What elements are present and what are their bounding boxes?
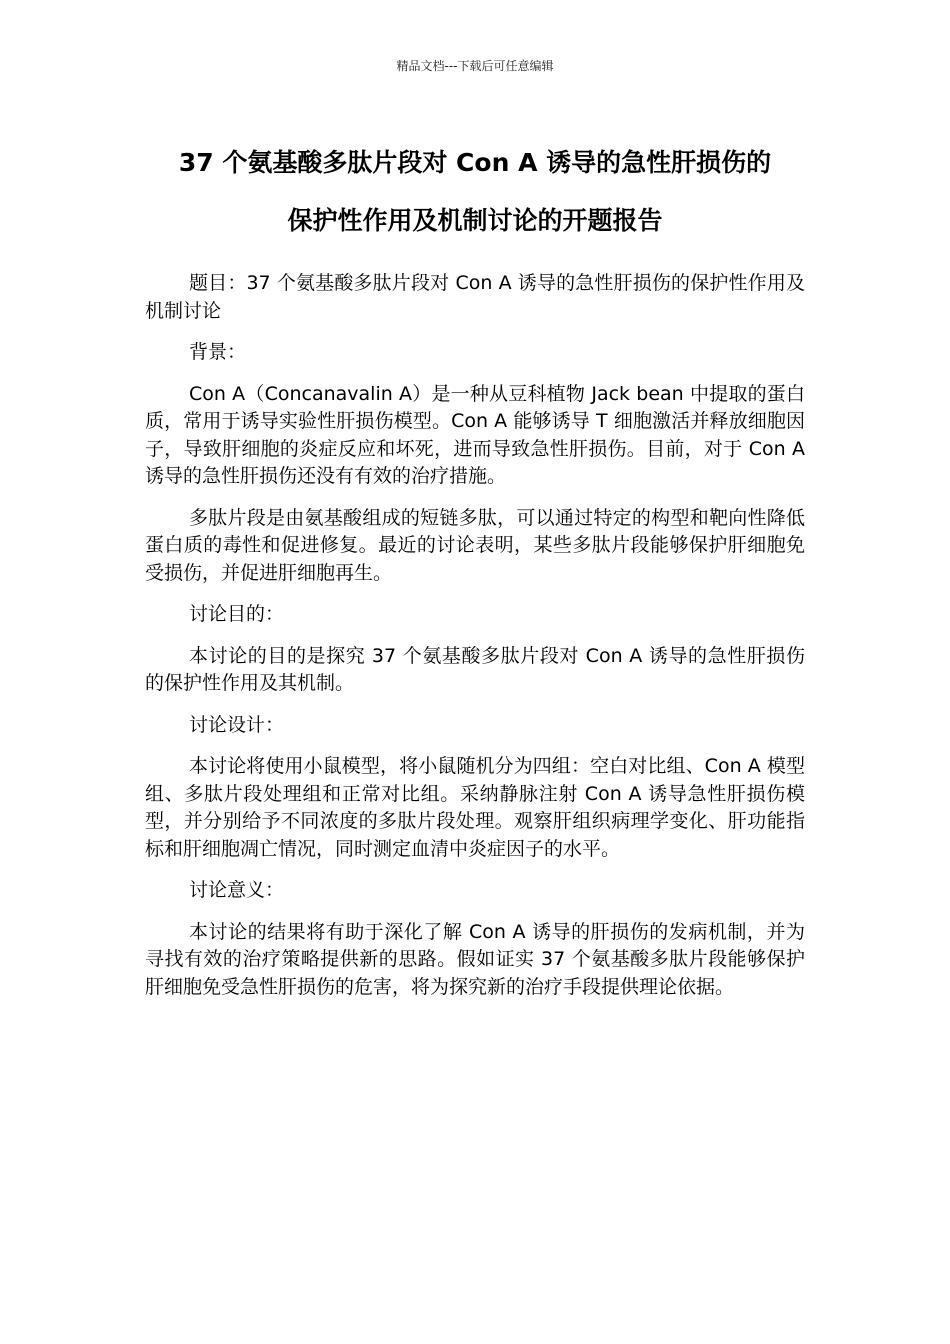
paragraph-topic: 题目：37 个氨基酸多肽片段对 Con A 诱导的急性肝损伤的保护性作用及机制讨论 (145, 272, 805, 322)
document-body (145, 270, 805, 1015)
title-line-2: 保护性作用及机制讨论的开题报告 (287, 206, 663, 235)
paragraph-objective: 本讨论的目的是探究 37 个氨基酸多肽片段对 Con A 诱导的急性肝损伤的保护性作用及其机制。 (145, 644, 805, 694)
page-header: 精品文档---下载后可任意编辑 (396, 59, 554, 73)
heading-significance: 讨论意义： (189, 879, 285, 901)
paragraph-background-1: Con A（Concanavalin A）是一种从豆科植物 Jack bean 中提取的蛋白质，常用于诱导实验性肝损伤模型。Con A 能够诱导 T 细胞激活并释放细胞因子，导致肝细胞的炎症反应和坏死，进而导致急性肝损伤。目前，对于 Con A 诱导的急性肝损伤还没有有效的治疗措施。 (145, 382, 805, 487)
document-title (100, 134, 850, 250)
paragraph-background-2: 多肽片段是由氨基酸组成的短链多肽，可以通过特定的构型和靶向性降低蛋白质的毒性和促进修复。最近的讨论表明，某些多肽片段能够保护肝细胞免受损伤，并促进肝细胞再生。 (145, 506, 805, 584)
heading-design: 讨论设计： (189, 713, 285, 736)
paragraph-design: 本讨论将使用小鼠模型，将小鼠随机分为四组：空白对比组、Con A 模型组、多肽片段处理组和正常对比组。采纳静脉注射 Con A 诱导急性肝损伤模型，并分别给予不同浓度的多肽片段处理。观察肝组织病理学变化、肝功能指标和肝细胞凋亡情况，同时测定血清中炎症因子的水平。 (145, 755, 805, 860)
heading-objective: 讨论目的： (189, 603, 285, 625)
paragraph-significance: 本讨论的结果将有助于深化了解 Con A 诱导的肝损伤的发病机制，并为寻找有效的治疗策略提供新的思路。假如证实 37 个氨基酸多肽片段能够保护肝细胞免受急性肝损伤的危害，将为探究新的治疗手段提供理论依据。 (145, 920, 805, 998)
title-line-1: 37 个氨基酸多肽片段对 Con A 诱导的急性肝损伤的 (178, 148, 772, 177)
heading-background: 背景： (189, 341, 247, 363)
